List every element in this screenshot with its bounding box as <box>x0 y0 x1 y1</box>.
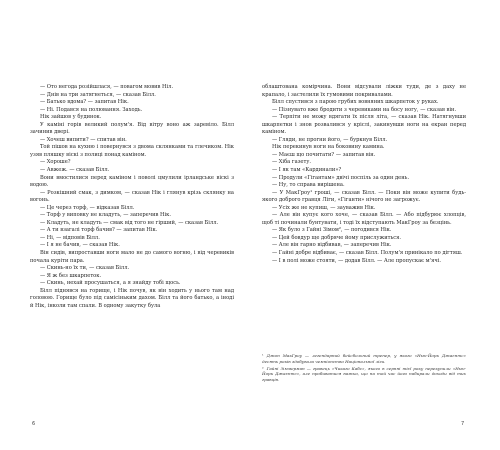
paragraph: облаштована комірчина. Вони відсували ліжки туди, де з даху не крапало, і застелили їх гумовими покривалами. <box>262 84 466 98</box>
paragraph: Білл піднявся на горище, і Нік почув, як він ходить у нього там над головою. Горище було під самісіньким дахом. Білл та його батько, а іноді й Нік, інколи там спали. В одному закутку була <box>30 287 234 309</box>
paragraph: Білл спустився з парою грубих вовняних шкарпеток у руках. <box>272 99 439 106</box>
paragraph: — Пізнувато вже бродити з черевиками на босу ногу, — сказав він. <box>272 106 457 113</box>
paragraph: — Торф у виповку не кладуть, — заперечив Нік. <box>40 212 172 219</box>
paragraph: Він сидів, випроставши ноги мало не до самого вогню, і від черевиків почала куріти пара. <box>30 250 234 264</box>
paragraph: — А ти взагалі торф бачив? — запитав Нік. <box>40 227 158 234</box>
paragraph: — Хіба газету. <box>272 159 311 166</box>
paragraph: — Батько вдома? — запитав Нік. <box>40 99 129 106</box>
paragraph: — Як було з Гайні Зімом², — погодився Нік. <box>272 227 392 234</box>
paragraph: — Але він гарно відбивав, — заперечив Нік. <box>272 242 392 249</box>
paragraph: — Гляди, не прогни його, — буркнув Білл. <box>272 136 388 143</box>
paragraph: Той пішов на кухню і повернувся з двома склянками та глечиком. Нік узяв пляшку віскі з полиці понад каміном. <box>30 144 234 158</box>
paragraph: — Ну, то справа вирішена. <box>272 182 345 189</box>
paragraph: — Ні, — відповів Білл. <box>40 234 100 241</box>
footnote-mark: ¹ <box>262 353 264 358</box>
paragraph: — Авжеж. — сказав Білл. <box>40 167 110 174</box>
right-page <box>262 84 466 265</box>
paragraph: — Маєш що почитати? — запитав він. <box>272 151 376 158</box>
paragraph: Вони вмостилися перед каміном і поволі цмулили ірландське віскі з водою. <box>30 174 234 189</box>
paragraph: — І я не бачив, — сказав Нік. <box>40 242 120 249</box>
left-page <box>30 84 234 310</box>
paragraph: — Цей бовдур ще добряче йому прислужиться. <box>272 234 402 241</box>
paragraph: — Кладуть, не кладуть — смак від того не гірший, — сказав Білл. <box>40 219 219 226</box>
paragraph: — Хочеш випити? — спитав він. <box>40 136 127 143</box>
paragraph: — Скинь-но їх ти, — сказав Білл. <box>40 265 130 272</box>
paragraph: — Терпіти не можу вдягати їх після літа, — сказав Нік. Натягнувши шкарпетки і знов розвалився у кріслі, закинувши ноги на екран перед каміном. <box>262 114 466 136</box>
footnote-mark: ² <box>262 365 264 371</box>
page-number-left: 6 <box>32 421 36 427</box>
paragraph: У каміні горів великий полум'я. Від вітру воно аж заревіло. Білл зачинив двері. <box>30 121 234 136</box>
paragraph: Нік перекинув ноги на боковину камина. <box>272 144 385 151</box>
paragraph: — І в полі може стояти, — додав Білл. — Але пропускає м'ячі. <box>272 257 442 264</box>
paragraph: — У МакГроу¹ гроші, — сказав Білл. — Поки він може купити будь-якого доброго гравця Ліги, «Гіганти» нічого не загрожує. <box>262 189 466 204</box>
paragraph: — Це через торф, — відказав Білл. <box>40 204 135 211</box>
paragraph: — Але він купує кого хоче, — сказав Білл. — Або підбурює хлопців, щоб ті починали бунтувати, і тоді їх відступають МакГроу за безцінь. <box>262 212 466 226</box>
footnotes <box>262 353 466 384</box>
paragraph: — Хороше? <box>40 159 71 166</box>
footnote <box>262 353 466 364</box>
footnote <box>262 366 466 383</box>
paragraph: — Усіх же не купиш, — зауважив Нік. <box>272 204 376 211</box>
paragraph: Нік зайшов у будинок. <box>40 114 102 121</box>
paragraph: — Продули «Гігантам» двічі поспіль за один день. <box>272 174 410 181</box>
paragraph: — Скинь, нехай просушаться, а я знайду тобі щось. <box>40 280 181 287</box>
paragraph: — Розкішний смак, з димком, — сказав Нік і глянув крізь склянку на вогонь. <box>30 189 234 204</box>
paragraph: — Днів на три затягнеться, — сказав Білл. <box>40 91 156 98</box>
paragraph: — Ото негода розійшлася, — повагом мовив Ніл. <box>40 84 174 90</box>
footnote-text: Джон МакГроу — легендарний бейсбольний тренер, у якого «Нью-Йорк Джаєнтс» десять років здобувала чемпіонство Національної ліги. <box>262 353 466 364</box>
footnote-text: Гайні Зіммерман — гравець «Чикаго Кабс», якого в серпні тієї року перекупили «Нью-Йорк Джаєнтс», але пробиватися важко, що на той час його набирали доходи від тих гравців. <box>262 365 466 382</box>
page-number-right: 7 <box>461 421 465 427</box>
paragraph: — Гайні добре відбиває, — сказав Білл. Полум'я принікало по дігтяш. <box>272 250 463 257</box>
paragraph: — Я ж без шкарпеток. <box>40 272 102 279</box>
paragraph: — І як там «Кардинали»? <box>272 167 342 174</box>
paragraph: — Ні. Подався на полювання. Заходь. <box>40 106 143 113</box>
